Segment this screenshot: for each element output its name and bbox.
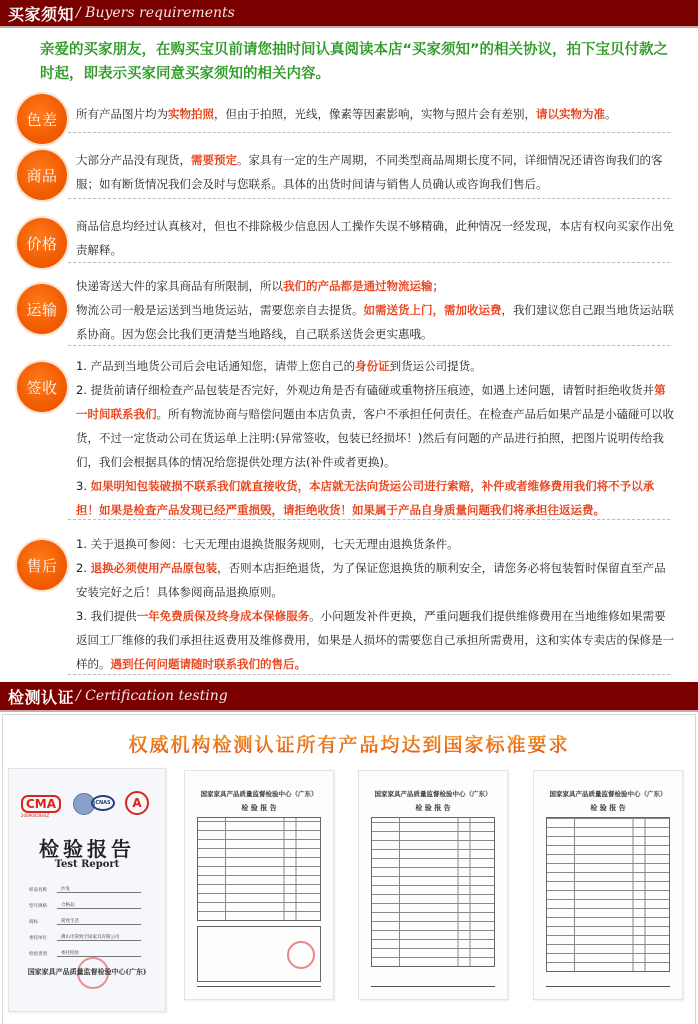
report-title: 检 验 报 告	[590, 803, 626, 812]
badge-signing: 签收	[17, 362, 67, 412]
notice-paragraph	[76, 354, 676, 378]
section-title-en: / Certification testing	[76, 688, 228, 704]
body-text: 大部分产品没有现货，	[76, 153, 191, 167]
report-issuer: 国家家具产品质量监督检验中心（广东）	[549, 790, 667, 798]
notice-text	[76, 102, 676, 126]
report-footer-line	[546, 986, 670, 987]
test-report-page-2[interactable]	[358, 770, 508, 1000]
report-title: 检 验 报 告	[241, 803, 277, 812]
highlighted-text: 身份证	[355, 359, 390, 373]
certification-logos	[21, 791, 153, 819]
section-title-cn: 买家须知	[8, 4, 75, 24]
body-text: 商品信息均经过认真核对，但也不排除极少信息因人工操作失误不够精确，此种情况一经发现，本店有权向买家作出免责解释。	[76, 219, 674, 257]
body-text: ，否则本店拒绝退货，为了保证您退换货的顺利安全，请您务必将包装暂时保留直至产品安装完好之后！具体参阅商品退换原则。	[76, 561, 666, 599]
badge-after-sales: 售后	[17, 540, 67, 590]
divider	[68, 132, 670, 133]
test-report-page-1[interactable]	[184, 770, 334, 1000]
notice-text	[76, 274, 676, 346]
body-text: 物流公司一般是运送到当地货运站，需要您亲自去提货。	[76, 303, 364, 317]
highlighted-text: 退换必须使用产品原包装	[90, 561, 218, 575]
body-text: 到货运公司提货。	[389, 359, 482, 373]
notice-text	[76, 354, 676, 522]
report-table	[197, 817, 321, 921]
report-title-cn: 检验报告	[39, 837, 135, 861]
ac-logo-icon: A	[125, 791, 149, 815]
body-text: 。家具有一定的生产周期，不同类型商品周期长度不同，详细情况还请咨询我们的客服；如有断货情况我们会及时与您联系。具体的出货时间请与销售人员确认或咨询我们售后。	[76, 153, 663, 191]
cnas-logo-icon: CNAS	[91, 795, 115, 811]
section-title-en: / Buyers requirements	[76, 5, 235, 21]
certification-header	[0, 682, 698, 712]
report-table	[371, 817, 495, 967]
highlighted-text: 一年免费质保及终身成本保修服务	[136, 609, 310, 623]
report-title: 检 验 报 告	[415, 803, 451, 812]
cma-number: 2009002844Z	[21, 813, 50, 818]
badge-goods: 商品	[17, 150, 67, 200]
divider	[68, 345, 670, 346]
notice-paragraph	[76, 298, 676, 346]
report-issuer: 国家家具产品质量监督检验中心（广东）	[200, 790, 318, 798]
divider	[68, 674, 670, 675]
notice-paragraph	[76, 214, 676, 262]
highlighted-text: 实物拍照	[168, 107, 214, 121]
intro-notice: 亲爱的买家朋友，在购买宝贝前请您抽时间认真阅读本店“买家须知”的相关协议，拍下宝贝付款之时起，即表示买家同意买家须知的相关内容。	[40, 42, 669, 82]
body-text: 2. 提货前请仔细检查产品包装是否完好，外观边角是否有磕碰或重物挤压痕迹，如遇上述问题，请暂时拒绝收货并	[76, 383, 655, 397]
body-text: 。	[605, 107, 617, 121]
badge-price: 价格	[17, 218, 67, 268]
body-text: 3.	[76, 479, 91, 493]
report-field: 检验类别 委托检验	[29, 941, 141, 957]
buyers-requirements-header	[0, 0, 698, 28]
certification-headline: 权威机构检测认证所有产品均达到国家标准要求	[0, 730, 698, 757]
report-title-en: Test Report	[54, 859, 120, 870]
body-text: 。小问题发补件更换，严重问题我们提供维修费用在当地维修如果需要返回工厂维修的我们承担往返费用及维修费用，如果是人损坏的需要您自己承担所需费用，这和实体专卖店的保修是一样的。	[76, 609, 674, 671]
notice-paragraph	[76, 532, 676, 556]
highlighted-text: 如果明知包装破损不联系我们就直接收货，本店就无法向货运公司进行索赔，补件或者维修费用我们将不予以承担！如果是检查产品发现已经严重损毁，请拒绝收货！如果属于产品自身质量问题我们将承担往返运费。	[76, 479, 655, 517]
badge-shipping: 运输	[17, 284, 67, 334]
body-text: 3. 我们提供	[76, 609, 137, 623]
body-text: 。所有物流协商与赔偿问题由本店负责，客户不承担任何责任。在检查产品后如果产品是小磕碰可以收货，不过一定货动公司在货运单上注明:(异常签收，包装已经损坏！)然后有问题的产品进行拍照，把图片说明传给我们，我们会根据具体的情况给您提供处理方法(补件或者更换)。	[76, 407, 674, 469]
test-report-page-3[interactable]	[533, 770, 683, 1000]
test-report-cover[interactable]	[8, 768, 166, 1012]
divider	[68, 262, 670, 263]
body-text: 所有产品图片均为	[76, 107, 168, 121]
notice-paragraph	[76, 274, 676, 298]
report-issuer: 国家家具产品质量监督检验中心（广东）	[374, 790, 492, 798]
notice-paragraph	[76, 148, 676, 196]
notice-paragraph	[76, 556, 676, 604]
badge-color-difference: 色差	[17, 94, 67, 144]
report-issuer: 国家家具产品质量监督检验中心(广东)	[27, 967, 147, 976]
body-text: 2.	[76, 561, 91, 575]
body-text: ，我们建议您自己跟当地货运站联系协商。因为您会比我们更清楚当地路线，自己联系送货会更实惠哦。	[76, 303, 674, 341]
highlighted-text: 需要预定	[191, 153, 237, 167]
report-field: 商标 简致生活	[29, 909, 141, 925]
highlighted-text: 如需送货上门，需加收运费	[363, 303, 502, 317]
highlighted-text: 我们的产品都是通过物流运输；	[283, 279, 444, 293]
report-field: 型号规格 合格品	[29, 893, 141, 909]
section-title-cn: 检测认证	[8, 687, 75, 707]
body-text: 1. 关于退换可参阅：七天无理由退换货服务规则，七天无理由退换货条件。	[76, 537, 459, 551]
highlighted-text: 第一时间联系我们	[76, 383, 666, 421]
notice-paragraph	[76, 474, 676, 522]
highlighted-text: 遇到任何问题请随时联系我们的售后。	[110, 657, 306, 671]
report-table	[546, 817, 670, 972]
highlighted-text: 请以实物为准	[536, 107, 605, 121]
notice-paragraph	[76, 378, 676, 474]
report-fields	[29, 877, 141, 957]
divider	[68, 198, 670, 199]
notice-text	[76, 532, 676, 676]
body-text: 快递寄送大件的家具商品有所限制，所以	[76, 279, 283, 293]
notice-text	[76, 214, 676, 262]
report-footer-line	[371, 986, 495, 987]
notice-text	[76, 148, 676, 196]
divider	[68, 519, 670, 520]
cma-logo-icon: CMA	[21, 795, 61, 813]
official-seal-icon	[287, 941, 315, 969]
notice-paragraph	[76, 102, 676, 126]
report-field: 委托单位 佛山市简致空间家具有限公司	[29, 925, 141, 941]
report-footer-line	[197, 986, 321, 987]
body-text: ，但由于拍照，光线，像素等因素影响，实物与照片会有差别，	[214, 107, 536, 121]
report-field: 样品名称 沙发	[29, 877, 141, 893]
notice-paragraph	[76, 604, 676, 676]
body-text: 1. 产品到当地货公司后会电话通知您，请带上您自己的	[76, 359, 356, 373]
